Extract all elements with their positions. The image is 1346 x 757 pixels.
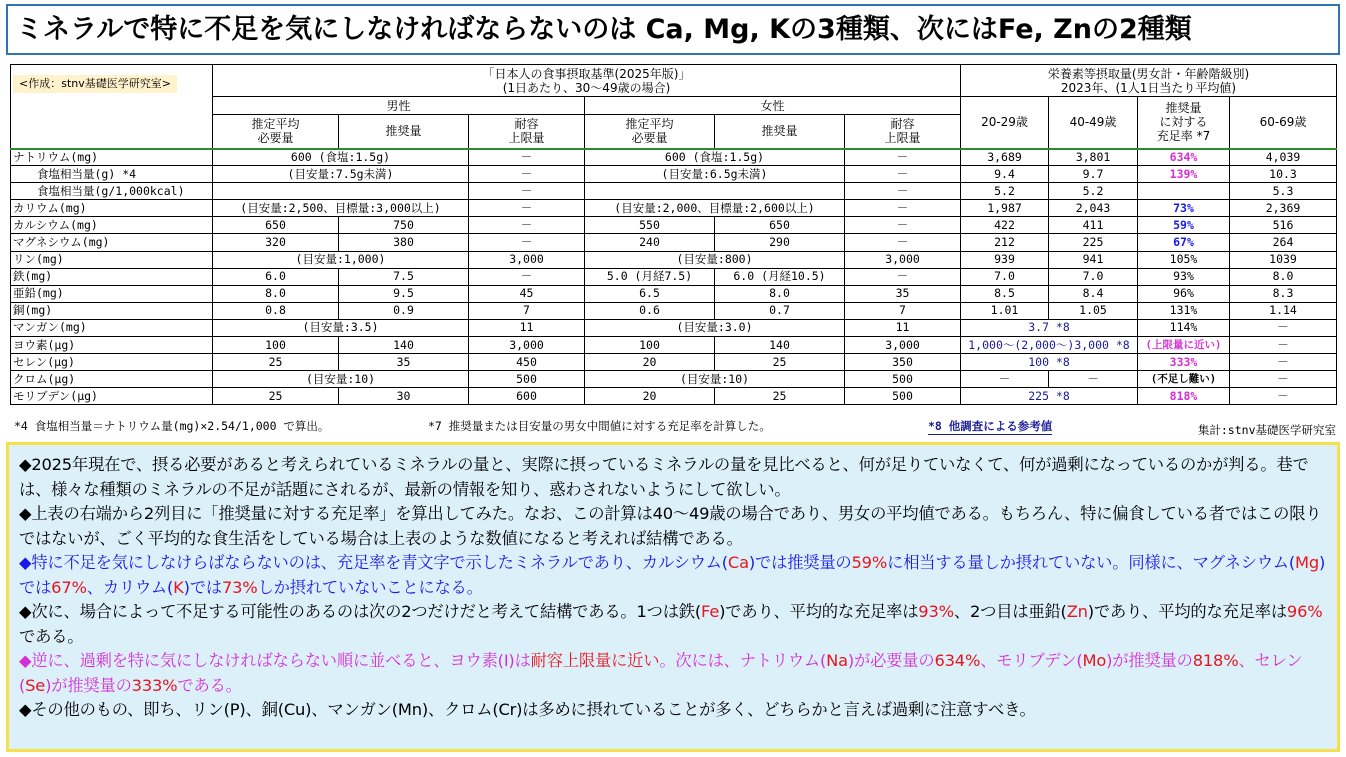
table-cell: 7.5 — [339, 268, 469, 285]
footnote-4: *4 食塩相当量＝ナトリウム量(mg)×2.54/1,000 で算出。 — [14, 419, 330, 433]
table-cell: 0.7 — [715, 302, 845, 319]
table-cell: － — [1230, 319, 1337, 336]
table-cell: 8.0 — [1230, 268, 1337, 285]
ratio-header-line3: 充足率 *7 — [1156, 129, 1211, 144]
table-cell: － — [845, 166, 961, 183]
table-cell: － — [845, 217, 961, 234]
table-cell: 8.5 — [961, 285, 1049, 302]
table-row — [11, 337, 1337, 354]
p3-seg: )では推奨量の — [748, 553, 852, 572]
p3-seg: Ca — [727, 553, 749, 572]
table-cell: 1.05 — [1049, 302, 1138, 319]
table-cell: (目安量:2,500、目標量:3,000以上) — [213, 200, 469, 217]
table-cell: (目安量:800) — [585, 251, 845, 268]
table-cell: 422 — [961, 217, 1049, 234]
ratio-header-line2: に対する — [1159, 115, 1208, 130]
table-cell: カルシウム(mg) — [11, 217, 213, 234]
table-cell: 7.0 — [961, 268, 1049, 285]
table-cell: 鉄(mg) — [11, 268, 213, 285]
table-row — [11, 319, 1337, 336]
age-20-header: 20-29歳 — [961, 97, 1049, 149]
p5-seg: 818% — [1192, 651, 1239, 670]
table-cell: (目安量:10) — [213, 371, 469, 388]
male-ear-line1: 推定平均 — [251, 117, 300, 132]
ratio-header-line1: 推奨量 — [1165, 101, 1202, 116]
table-cell: (目安量:10) — [585, 371, 845, 388]
table-cell: 67% — [1138, 234, 1230, 251]
table-cell: 0.6 — [585, 302, 715, 319]
age-60-header: 60-69歳 — [1230, 97, 1337, 149]
table-cell: 73% — [1138, 200, 1230, 217]
p5-seg: )が推奨量の — [1106, 651, 1193, 670]
table-cell: 3,000 — [845, 251, 961, 268]
table-cell: 食塩相当量(g/1,000kcal) — [11, 183, 213, 200]
table-cell: 2,043 — [1049, 200, 1138, 217]
table-cell — [585, 183, 845, 200]
table-cell: カリウム(mg) — [11, 200, 213, 217]
table-cell: 941 — [1049, 251, 1138, 268]
table-cell: 11 — [469, 319, 585, 336]
table-cell: 500 — [845, 388, 961, 405]
table-cell: － — [845, 200, 961, 217]
table-cell: モリブデン(μg) — [11, 388, 213, 405]
male-ear-line2: 必要量 — [257, 131, 294, 146]
table-cell: クロム(μg) — [11, 371, 213, 388]
table-cell: 25 — [213, 354, 339, 371]
female-ul-line2: 上限量 — [884, 131, 921, 146]
commentary-p5 — [19, 649, 1327, 698]
p5-seg: 、モリブデン( — [980, 651, 1083, 670]
table-cell: 240 — [585, 234, 715, 251]
credit-text: 集計:stnv基礎医学研究室 — [1197, 423, 1336, 437]
ratio-header — [1138, 97, 1230, 149]
table-cell — [213, 183, 469, 200]
table-body — [11, 149, 1337, 405]
table-cell: 1,000～(2,000～)3,000 *8 — [961, 337, 1138, 354]
table-cell: 銅(mg) — [11, 302, 213, 319]
credit-cell — [11, 65, 213, 149]
table-cell: 5.2 — [1049, 183, 1138, 200]
table-cell: 10.3 — [1230, 166, 1337, 183]
table-cell: 亜鉛(mg) — [11, 285, 213, 302]
p5-seg: Se — [25, 675, 46, 695]
table-cell: 7 — [469, 302, 585, 319]
table-cell: － — [469, 217, 585, 234]
p4-seg: 96% — [1286, 602, 1323, 621]
table-cell: － — [1049, 371, 1138, 388]
table-row — [11, 302, 1337, 319]
table-row — [11, 183, 1337, 200]
table-cell: 20 — [585, 354, 715, 371]
standard-header — [213, 65, 961, 97]
table-cell: 140 — [715, 337, 845, 354]
table-cell: 411 — [1049, 217, 1138, 234]
table-cell: 20 — [585, 388, 715, 405]
table-row — [11, 268, 1337, 285]
table-cell: 3,801 — [1049, 149, 1138, 166]
male-ul-line2: 上限量 — [508, 131, 545, 146]
table-cell: 8.3 — [1230, 285, 1337, 302]
p4-seg: Fe — [701, 602, 720, 621]
table-cell: 3,689 — [961, 149, 1049, 166]
p3-seg: 73% — [221, 577, 258, 597]
table-cell: － — [845, 183, 961, 200]
table-cell: 59% — [1138, 217, 1230, 234]
mineral-intake-table — [10, 64, 1337, 405]
table-cell: (目安量:3.5) — [213, 319, 469, 336]
table-cell: 9.5 — [339, 285, 469, 302]
table-cell: 4,039 — [1230, 149, 1337, 166]
table-cell: 3,000 — [845, 337, 961, 354]
table-cell: ヨウ素(μg) — [11, 337, 213, 354]
p3-seg: K — [173, 577, 184, 597]
table-cell: 380 — [339, 234, 469, 251]
table-cell: 6.0 — [213, 268, 339, 285]
p4-seg: )であり、平均的な充足率は — [719, 602, 919, 621]
table-cell: 0.8 — [213, 302, 339, 319]
male-rda-header: 推奨量 — [339, 115, 469, 149]
table-cell: 96% — [1138, 285, 1230, 302]
table-row — [11, 166, 1337, 183]
p3-seg: 、カリウム( — [86, 577, 174, 597]
table-cell: － — [469, 268, 585, 285]
commentary-p4 — [19, 600, 1327, 649]
p3-seg: Mg — [1294, 553, 1319, 572]
table-row — [11, 251, 1337, 268]
table-cell: (目安量:3.0) — [585, 319, 845, 336]
table-cell: 650 — [213, 217, 339, 234]
table-cell: 100 — [213, 337, 339, 354]
p3-seg: に相当する量しか摂れていない。同様に、マグネシウム( — [887, 553, 1295, 572]
table-row — [11, 217, 1337, 234]
table-cell: 225 — [1049, 234, 1138, 251]
table-cell: 25 — [715, 388, 845, 405]
table-cell: 6.0 (月経10.5) — [715, 268, 845, 285]
table-cell: 2,369 — [1230, 200, 1337, 217]
p3-seg: しか摂れていないことになる。 — [257, 577, 483, 597]
table-cell: 8.0 — [213, 285, 339, 302]
table-cell: 25 — [213, 388, 339, 405]
table-cell: 食塩相当量(g) *4 — [11, 166, 213, 183]
table-cell: 105% — [1138, 251, 1230, 268]
table-cell: － — [469, 166, 585, 183]
table-cell: 131% — [1138, 302, 1230, 319]
table-cell: － — [845, 149, 961, 166]
table-cell: マンガン(mg) — [11, 319, 213, 336]
table-cell: 100 *8 — [961, 354, 1138, 371]
table-row — [11, 234, 1337, 251]
table-cell: 8.0 — [715, 285, 845, 302]
table-cell: － — [469, 149, 585, 166]
commentary-p1: ◆2025年現在で、摂る必要があると考えられているミネラルの量と、実際に摂っているミネラルの量を見比べると、何が足りていなくて、何が過剰になっているのかが判る。巷では、様々な種類のミネラルの不足が話題にされるが、最新の情報を知り、惑わされないようにして欲しい。 — [19, 455, 1309, 499]
p4-seg: 、2つ目は亜鉛( — [953, 602, 1067, 621]
female-rda-header: 推奨量 — [715, 115, 845, 149]
standard-title: 「日本人の食事摂取基準(2025年版)」 — [482, 66, 691, 81]
table-cell: 212 — [961, 234, 1049, 251]
table-cell: 3.7 *8 — [961, 319, 1138, 336]
table-cell: 9.7 — [1049, 166, 1138, 183]
age-40-header: 40-49歳 — [1049, 97, 1138, 149]
table-cell: (目安量:7.5g未満) — [213, 166, 469, 183]
table-cell: (上限量に近い) — [1138, 337, 1230, 354]
footnotes — [14, 418, 1338, 438]
footnote-7: *7 推奨量または目安量の男女中間値に対する充足率を計算した。 — [428, 419, 771, 433]
p5-seg: )が必要量の — [847, 651, 935, 670]
table-cell: 1039 — [1230, 251, 1337, 268]
table-row — [11, 285, 1337, 302]
table-cell: 550 — [585, 217, 715, 234]
table-cell: 0.9 — [339, 302, 469, 319]
p5-seg: である。 — [177, 675, 242, 695]
table-cell: 139% — [1138, 166, 1230, 183]
table-cell — [1138, 183, 1230, 200]
table-cell: 939 — [961, 251, 1049, 268]
commentary-p2: ◆上表の右端から2列目に「推奨量に対する充足率」を算出してみた。なお、この計算は40～49歳の場合であり、男女の平均値である。もちろん、特に偏食している者ではこの限りではないが、ごく平均的な食生活をしている場合は上表のような数値になると考えれば結構である。 — [19, 504, 1322, 548]
table-cell: 818% — [1138, 388, 1230, 405]
table-row — [11, 371, 1337, 388]
table-cell: 650 — [715, 217, 845, 234]
p3-seg: ◆特に不足を気にしなけらばならないのは、充足率を青文字で示したミネラルであり、カルシウム( — [19, 553, 728, 572]
table-cell: 600 — [469, 388, 585, 405]
table-cell: － — [1230, 337, 1337, 354]
table-cell: 35 — [845, 285, 961, 302]
table-cell: 9.4 — [961, 166, 1049, 183]
table-cell: 7.0 — [1049, 268, 1138, 285]
p4-seg: )であり、平均的な充足率は — [1087, 602, 1287, 621]
table-cell: 114% — [1138, 319, 1230, 336]
p3-seg: )では — [19, 553, 1326, 597]
table-cell: － — [469, 234, 585, 251]
p5-seg: ◆逆に、過剰を特に気にしなければならない順に並べると、ヨウ素(I)は — [19, 651, 531, 670]
p5-seg: )が推奨量の — [45, 675, 132, 695]
table-cell: 100 — [585, 337, 715, 354]
p5-seg: 。次には、ナトリウム( — [659, 651, 827, 670]
table-cell: 516 — [1230, 217, 1337, 234]
p3-seg: 67% — [51, 577, 87, 597]
p3-seg: 59% — [851, 553, 888, 572]
table-cell: 1.14 — [1230, 302, 1337, 319]
table-cell: － — [961, 371, 1049, 388]
standard-subtitle: (1日あたり、30～49歳の場合) — [502, 80, 671, 95]
table-cell: 11 — [845, 319, 961, 336]
p5-seg: Mo — [1082, 651, 1107, 670]
table-cell: 93% — [1138, 268, 1230, 285]
table-row — [11, 354, 1337, 371]
p5-seg: 333% — [131, 675, 178, 695]
table-cell: 3,000 — [469, 337, 585, 354]
table-cell: 6.5 — [585, 285, 715, 302]
table-cell: － — [469, 200, 585, 217]
survey-header — [961, 65, 1337, 97]
table-cell: 264 — [1230, 234, 1337, 251]
table-cell: － — [845, 234, 961, 251]
table-cell: (目安量:1,000) — [213, 251, 469, 268]
commentary-p3 — [19, 551, 1327, 600]
survey-title: 栄養素等摂取量(男女計・年齢階級別) — [1047, 66, 1250, 81]
page-title: ミネラルで特に不足を気にしなければならないのは Ca, Mg, Kの3種類、次にはFe, Znの2種類 — [6, 4, 1340, 55]
table-cell: 320 — [213, 234, 339, 251]
table-cell: 7 — [845, 302, 961, 319]
male-header: 男性 — [213, 97, 585, 115]
table-cell: 140 — [339, 337, 469, 354]
p4-seg: ◆次に、場合によって不足する可能性のあるのは次の2つだけだと考えて結構である。1つは鉄( — [19, 602, 702, 621]
female-header: 女性 — [585, 97, 961, 115]
table-cell: 35 — [339, 354, 469, 371]
table-cell: セレン(μg) — [11, 354, 213, 371]
female-ul-header — [845, 115, 961, 149]
survey-subtitle: 2023年、(1人1日当たり平均値) — [1060, 80, 1237, 95]
table-cell: － — [1230, 354, 1337, 371]
p4-seg: Zn — [1066, 602, 1088, 621]
table-cell: 634% — [1138, 149, 1230, 166]
female-ear-header — [585, 115, 715, 149]
p5-seg: Na — [826, 651, 848, 670]
table-cell: (目安量:6.5g未満) — [585, 166, 845, 183]
table-cell: 5.0 (月経7.5) — [585, 268, 715, 285]
p4-seg: 93% — [918, 602, 954, 621]
table-cell: 350 — [845, 354, 961, 371]
female-ear-line2: 必要量 — [631, 131, 668, 146]
table-row — [11, 149, 1337, 166]
p5-seg: 耐容上限量に近い — [530, 651, 660, 670]
table-cell: － — [845, 268, 961, 285]
table-cell: － — [469, 183, 585, 200]
male-ear-header — [213, 115, 339, 149]
table-cell: マグネシウム(mg) — [11, 234, 213, 251]
table-cell: － — [1230, 371, 1337, 388]
table-cell: 45 — [469, 285, 585, 302]
credit-tag: <作成：stnv基礎医学研究室> — [13, 75, 177, 93]
table-cell: 5.2 — [961, 183, 1049, 200]
female-ul-line1: 耐容 — [890, 117, 915, 132]
table-cell: 600 (食塩:1.5g) — [213, 149, 469, 166]
male-ul-header — [469, 115, 585, 149]
commentary-box — [6, 442, 1340, 752]
table-cell: 30 — [339, 388, 469, 405]
table-cell: 1.01 — [961, 302, 1049, 319]
table-cell: 225 *8 — [961, 388, 1138, 405]
table-cell: － — [1230, 388, 1337, 405]
table-cell: (不足し難い) — [1138, 371, 1230, 388]
table-cell: 25 — [715, 354, 845, 371]
table-row — [11, 200, 1337, 217]
table-cell: リン(mg) — [11, 251, 213, 268]
female-ear-line1: 推定平均 — [625, 117, 674, 132]
table-cell: 8.4 — [1049, 285, 1138, 302]
table-cell: 1,987 — [961, 200, 1049, 217]
table-row — [11, 388, 1337, 405]
table-cell: 5.3 — [1230, 183, 1337, 200]
table-cell: 500 — [845, 371, 961, 388]
table-cell: (目安量:2,000、目標量:2,600以上) — [585, 200, 845, 217]
footnote-8: *8 他調査による参考値 — [928, 419, 1053, 433]
table-cell: 290 — [715, 234, 845, 251]
p3-seg: )では — [183, 577, 222, 597]
table-cell: 750 — [339, 217, 469, 234]
table-cell: 3,000 — [469, 251, 585, 268]
table-cell: 450 — [469, 354, 585, 371]
commentary-p6: ◆その他のもの、即ち、リン(P)、銅(Cu)、マンガン(Mn)、クロム(Cr)は多めに摂れていることが多く、どちらかと言えば過剰に注意すべき。 — [19, 700, 1036, 719]
male-ul-line1: 耐容 — [514, 117, 539, 132]
table-cell: 500 — [469, 371, 585, 388]
table-cell: 600 (食塩:1.5g) — [585, 149, 845, 166]
p5-seg: 、セレン( — [19, 651, 1303, 695]
table-cell: 333% — [1138, 354, 1230, 371]
table-cell: ナトリウム(mg) — [11, 149, 213, 166]
p5-seg: 634% — [934, 651, 981, 670]
p4-seg: である。 — [19, 626, 84, 646]
